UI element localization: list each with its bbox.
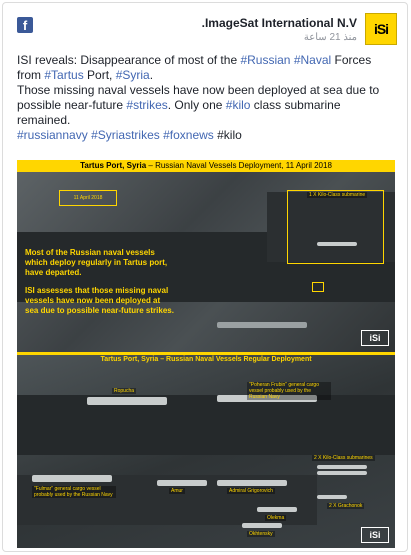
post-line-2: from #Tartus Port, #Syria. [17,68,154,82]
post-line-4: possible near-future #strikes. Only one #kilo class submarine [17,98,341,112]
hashtag-russiannavy[interactable]: #russiannavy [17,128,88,142]
image-title-bottom: Tartus Port, Syria – Russian Naval Vessels Regular Deployment [100,356,312,363]
post-text [17,53,395,143]
avatar[interactable] [365,13,397,45]
post-image[interactable] [17,160,395,548]
tag-okhtensky: Okhtensky [249,531,273,537]
page-name[interactable]: .ImageSat International N.V [201,15,357,30]
hashtag-foxnews[interactable]: #foxnews [163,128,214,142]
satellite-panel-april [17,172,395,352]
tag-kilo-2: 2 X Kilo-Class submarines [314,455,373,461]
isi-watermark-bottom: iSi [361,527,389,543]
post-meta [202,16,357,43]
zoom-box-small [312,282,324,292]
satellite-panel-regular [17,355,395,548]
tag-fulmar: "Fulmar" general cargo vessel probably used by the Russian Navy [32,486,116,498]
post-line-1: ISI reveals: Disappearance of most of the #Russian #Naval Forces [17,53,372,67]
post-card [2,2,408,552]
tag-grachonok: 2 X Grachonok [329,503,363,509]
hashtag-tartus[interactable]: #Tartus [44,68,84,82]
hashtag-naval[interactable]: #Naval [293,53,332,67]
tag-grigorovich: Admiral Grigorovich [229,488,273,494]
hashtag-strikes[interactable]: #strikes [126,98,168,112]
date-label-box: 11 April 2018 [59,190,117,206]
post-line-5: remained. [17,113,71,127]
post-line-6: #russiannavy #Syriastrikes #foxnews #kilo [17,128,242,142]
hashtag-syriastrikes[interactable]: #Syriastrikes [91,128,160,142]
post-header [202,13,397,45]
post-line-3: Those missing naval vessels have now been deployed at sea due to [17,83,380,97]
tag-frubin: "Poheran Frubin" general cargo vessel probably used by the Russian Navy [247,382,331,400]
hashtag-russian[interactable]: #Russian [240,53,291,67]
kilo-label-top: 1 X Kilo-Class submarine [309,192,366,198]
image-overlay-text: Most of the Russian naval vessels which deploy regularly in Tartus port, have departed. ISI assesses that those missing naval vessels have now been deployed at sea due to possible near-future strikes. [25,248,174,315]
zoom-box-kilo [287,190,384,264]
tag-olekma: Olekma [267,515,285,521]
tag-amur: Amur [171,488,183,494]
post-timestamp[interactable]: منذ 21 ساعة [303,31,357,43]
isi-watermark-top: iSi [361,330,389,346]
facebook-icon[interactable]: f [17,17,33,33]
hashtag-kilo[interactable]: #kilo [225,98,251,112]
avatar-text: iSi [373,21,389,37]
image-title-top: Tartus Port, Syria – Russian Naval Vessels Deployment, 11 April 2018 [17,160,395,172]
tag-ropucha: Ropucha [114,388,135,394]
hashtag-syria[interactable]: #Syria [115,68,150,82]
